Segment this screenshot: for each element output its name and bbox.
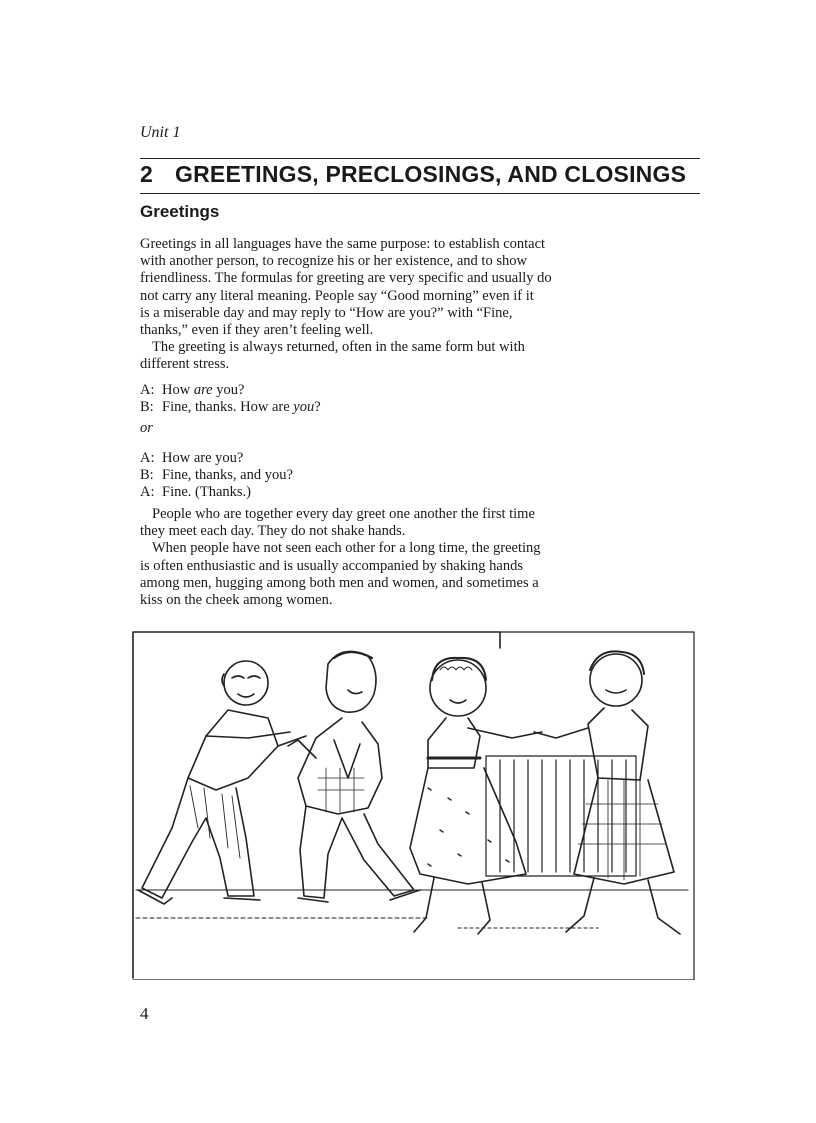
paragraph-intro	[140, 236, 610, 374]
text-line: is often enthusiastic and is usually accompanied by shaking hands	[140, 557, 523, 574]
stressed-word: are	[193, 382, 213, 398]
speaker-label: A:	[140, 382, 155, 398]
text-line: friendliness. The formulas for greeting are very specific and usually do	[140, 270, 552, 287]
text-line: People who are together every day greet one another the first time	[152, 506, 535, 522]
section-number: 2	[140, 161, 153, 187]
jacket-man-figure	[288, 652, 420, 903]
page-number: 4	[140, 1004, 149, 1023]
bald-man-figure	[138, 661, 306, 904]
speaker-label: B:	[140, 467, 154, 484]
panel-frame	[133, 632, 694, 980]
section-heading	[140, 158, 700, 194]
text-line: they meet each day. They do not shake hands.	[140, 523, 406, 540]
text-line: is a miserable day and may reply to “How are you?” with “Fine,	[140, 304, 513, 321]
text-line: Greetings in all languages have the same purpose: to establish contact	[140, 236, 546, 252]
dialog-line	[140, 467, 293, 484]
stressed-word: you	[293, 399, 315, 416]
dialog-text: How	[162, 382, 194, 398]
curly-woman-figure	[410, 658, 542, 934]
speaker-label: B:	[140, 399, 154, 416]
dialog-text: Fine. (Thanks.)	[162, 484, 251, 501]
dialog-line	[140, 484, 293, 501]
paragraph-greeting-habits	[140, 506, 610, 609]
text-line: kiss on the cheek among women.	[140, 592, 333, 609]
dialog-text: ?	[314, 399, 321, 416]
speaker-label: A:	[140, 484, 155, 501]
text-line: different stress.	[140, 356, 230, 373]
text-line: The greeting is always returned, often in the same form but with	[152, 339, 525, 356]
dialog-text: How are you?	[162, 450, 244, 466]
connector-or: or	[140, 420, 153, 436]
section-title: GREETINGS, PRECLOSINGS, AND CLOSINGS	[175, 161, 687, 187]
text-line: with another person, to recognize his or her existence, and to show	[140, 253, 527, 270]
floor-lines	[136, 890, 688, 928]
dialog-line	[140, 399, 321, 416]
greeting-illustration	[128, 628, 700, 980]
fence-radiator	[486, 756, 636, 876]
dialog-text: you?	[212, 382, 245, 398]
dialog-line	[140, 450, 293, 467]
text-line: When people have not seen each other for a long time, the greeting	[152, 540, 541, 557]
subsection-heading: Greetings	[140, 202, 220, 221]
speaker-label: A:	[140, 450, 155, 466]
unit-label: Unit 1	[140, 124, 181, 141]
dialog-text: Fine, thanks. How are	[162, 399, 294, 416]
text-line: not carry any literal meaning. People say “Good morning” even if it	[140, 287, 534, 304]
dialog-example-2	[140, 450, 293, 502]
text-line: thanks,” even if they aren’t feeling well.	[140, 322, 374, 339]
dialog-example-1	[140, 382, 321, 416]
dialog-line	[140, 382, 321, 399]
text-line: among men, hugging among both men and women, and sometimes a	[140, 574, 539, 591]
dialog-text: Fine, thanks, and you?	[162, 467, 293, 484]
